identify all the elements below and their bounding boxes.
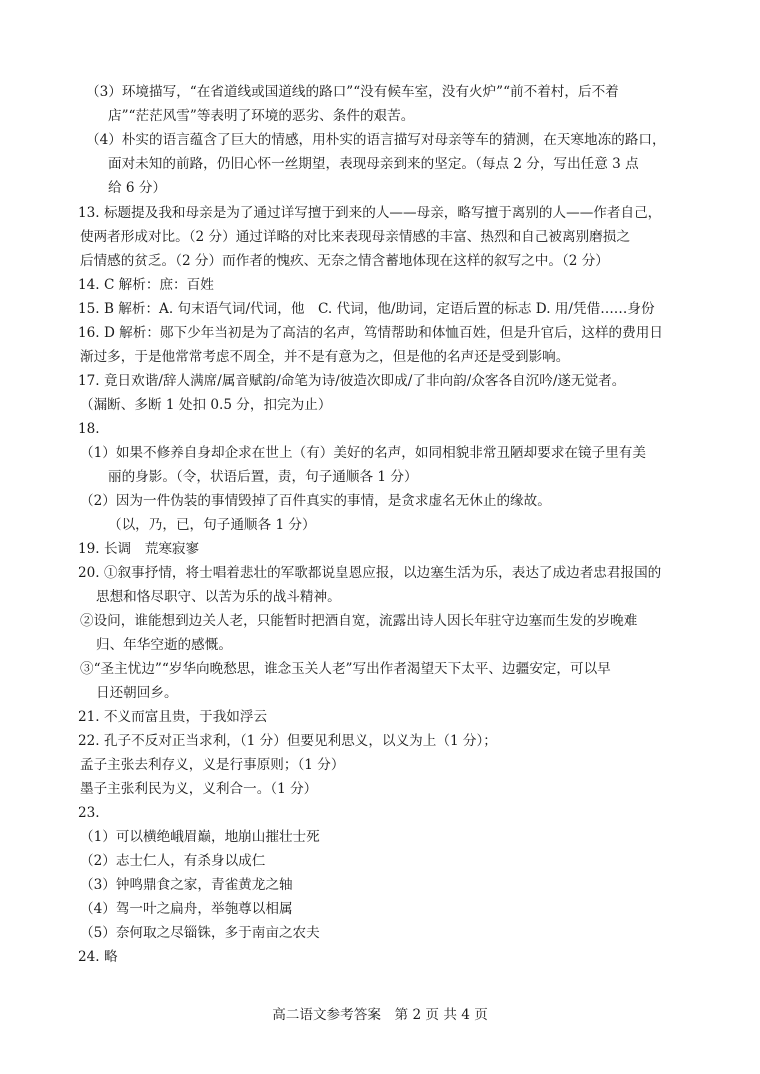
text-line-l27: 21. 不义而富且贵，于我如浮云 [78, 709, 268, 725]
text-line-l33: （2）志士仁人，有杀身以成仁 [80, 853, 266, 869]
text-line-l22: 思想和恪尽职守、以苦为乐的战斗精神。 [96, 589, 341, 605]
text-line-l02: 店”“茫茫风雪”等表明了环境的恶劣、条件的艰苦。 [108, 108, 415, 124]
text-line-l15: 18. [78, 421, 100, 437]
page-footer: 高二语文参考答案 第 2 页 共 4 页 [272, 1007, 488, 1023]
text-line-l13: 17. 竟日欢谐/辞人满席/属音赋韵/命笔为诗/彼造次即成/了非向韵/众客各自沉吟/遂无觉者。 [78, 373, 626, 389]
text-line-l26: 日还朝回乡。 [96, 685, 178, 701]
text-line-l35: （4）驾一叶之扁舟，举匏尊以相属 [80, 901, 293, 917]
text-line-l28: 22. 孔子不反对正当求利，（1 分）但要见利思义，以义为上（1 分）； [78, 733, 497, 749]
text-line-l07: 使两者形成对比。（2 分）通过详略的对比来表现母亲情感的丰富、热烈和自己被离别磨损之 [80, 229, 630, 245]
text-line-l12: 渐过多，于是他常常考虑不周全，并不是有意为之，但是他的名声还是受到影响。 [80, 349, 570, 365]
text-line-l17: 丽的身影。（令，状语后置，责，句子通顺各 1 分） [108, 469, 418, 485]
text-line-l04: 面对未知的前路，仍旧心怀一丝期望，表现母亲到来的坚定。（每点 2 分，写出任意 3 点 [108, 156, 639, 172]
text-line-l37: 24. 略 [78, 949, 118, 965]
text-line-l36: （5）奈何取之尽锱铢，多于南亩之农夫 [80, 925, 320, 941]
text-line-l29: 孟子主张去利存义，义是行事原则；（1 分） [80, 757, 345, 773]
text-line-l09: 14. C 解析：庶：百姓 [78, 277, 214, 293]
text-line-l03: （4）朴实的语言蕴含了巨大的情感，用朴实的语言描写对母亲等车的猜测，在天寒地冻的路口， [86, 132, 666, 148]
text-line-l05: 给 6 分） [108, 180, 167, 196]
text-line-l21: 20. ①叙事抒情，将士唱着悲壮的军歌都说皇恩应报，以边塞生活为乐，表达了成边者忠君报国的 [78, 565, 662, 581]
text-line-l20: 19. 长调 荒寒寂寥 [78, 541, 200, 557]
text-line-l06: 13. 标题提及我和母亲是为了通过详写擅于到来的人——母亲，略写擅于离别的人——作者自己， [78, 205, 662, 221]
text-line-l30: 墨子主张利民为义，义利合一。（1 分） [80, 781, 318, 797]
text-line-l24: 归、年华空逝的感慨。 [96, 637, 232, 653]
text-line-l16: （1）如果不修养自身却企求在世上（有）美好的名声，如同相貌非常丑陋却要求在镜子里有美 [80, 445, 646, 461]
text-line-l25: ③“圣主忧边”“岁华向晚愁思，谁念玉关人老”写出作者渴望天下太平、边疆安定，可以早 [80, 661, 611, 677]
text-line-l11: 16. D 解析：郧下少年当初是为了高洁的名声，笃情帮助和体恤百姓，但是升官后，这样的费用日 [78, 325, 663, 341]
text-line-l14: （漏断、多断 1 处扣 0.5 分，扣完为止） [80, 397, 332, 413]
text-line-l19: （以，乃，已，句子通顺各 1 分） [108, 517, 316, 533]
text-line-l32: （1）可以横绝峨眉巅，地崩山摧壮士死 [80, 829, 320, 845]
text-line-l18: （2）因为一件伪装的事情毁掉了百件真实的事情，是贪求虚名无休止的缘故。 [80, 493, 551, 509]
text-line-l10: 15. B 解析：A. 句末语气词/代词，他 C. 代词，他/助词，定语后置的标志 D. 用/凭借……身份 [78, 301, 655, 317]
text-line-l34: （3）钟鸣鼎食之家，青雀黄龙之轴 [80, 877, 293, 893]
text-line-l23: ②设问，谁能想到边关人老，只能暂时把酒自宽，流露出诗人因长年驻守边塞而生发的岁晚难 [80, 613, 638, 629]
text-line-l31: 23. [78, 805, 100, 821]
text-line-l01: （3）环境描写，“在省道线或国道线的路口”“没有候车室，没有火炉”“前不着村，后不着 [86, 84, 619, 100]
text-line-l08: 后情感的贫乏。（2 分）而作者的愧疚、无奈之情含蓄地体现在这样的叙写之中。（2 分） [80, 253, 609, 269]
